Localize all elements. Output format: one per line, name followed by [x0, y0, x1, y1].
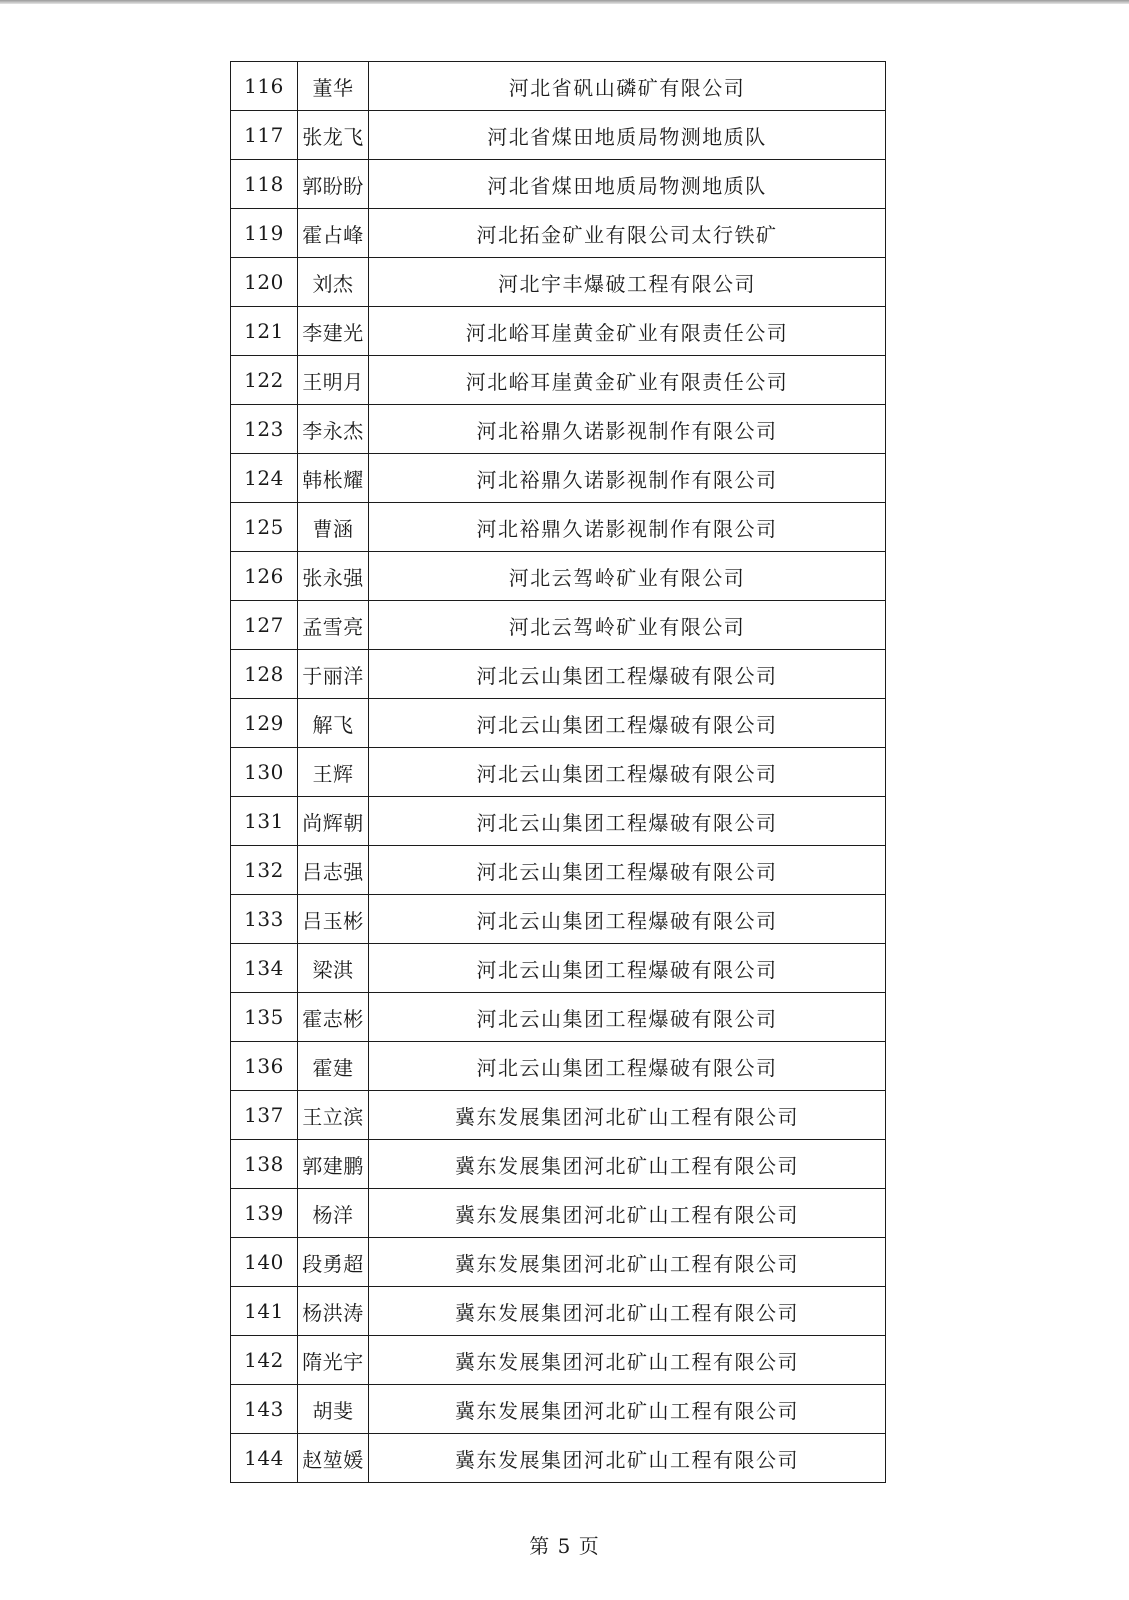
organization-name: 冀东发展集团河北矿山工程有限公司	[369, 1336, 886, 1385]
row-number: 129	[231, 699, 298, 748]
page-number: 第 5 页	[529, 1534, 600, 1558]
person-name: 于丽洋	[298, 650, 369, 699]
row-number: 126	[231, 552, 298, 601]
organization-name: 河北拓金矿业有限公司太行铁矿	[369, 209, 886, 258]
organization-name: 河北省煤田地质局物测地质队	[369, 111, 886, 160]
person-name: 吕志强	[298, 846, 369, 895]
row-number: 141	[231, 1287, 298, 1336]
table-row	[231, 1189, 886, 1238]
row-number: 143	[231, 1385, 298, 1434]
organization-name: 冀东发展集团河北矿山工程有限公司	[369, 1140, 886, 1189]
organization-name: 冀东发展集团河北矿山工程有限公司	[369, 1091, 886, 1140]
person-name: 李永杰	[298, 405, 369, 454]
organization-name: 河北宇丰爆破工程有限公司	[369, 258, 886, 307]
person-name: 王明月	[298, 356, 369, 405]
table-row	[231, 1140, 886, 1189]
table-row	[231, 1434, 886, 1483]
person-name: 段勇超	[298, 1238, 369, 1287]
table-row	[231, 1238, 886, 1287]
table-row	[231, 405, 886, 454]
table-row	[231, 209, 886, 258]
table-row	[231, 601, 886, 650]
row-number: 134	[231, 944, 298, 993]
scan-edge	[0, 0, 1129, 4]
person-name: 李建光	[298, 307, 369, 356]
row-number: 142	[231, 1336, 298, 1385]
person-name: 隋光宇	[298, 1336, 369, 1385]
table-row	[231, 846, 886, 895]
table-row	[231, 1042, 886, 1091]
row-number: 140	[231, 1238, 298, 1287]
table-row	[231, 1287, 886, 1336]
row-number: 138	[231, 1140, 298, 1189]
person-name: 杨洋	[298, 1189, 369, 1238]
person-name: 霍占峰	[298, 209, 369, 258]
table-row	[231, 650, 886, 699]
organization-name: 冀东发展集团河北矿山工程有限公司	[369, 1238, 886, 1287]
row-number: 119	[231, 209, 298, 258]
person-name: 尚辉朝	[298, 797, 369, 846]
organization-name: 冀东发展集团河北矿山工程有限公司	[369, 1189, 886, 1238]
organization-name: 河北峪耳崖黄金矿业有限责任公司	[369, 307, 886, 356]
table-row	[231, 307, 886, 356]
row-number: 133	[231, 895, 298, 944]
table-row	[231, 748, 886, 797]
table-body	[231, 62, 886, 1483]
row-number: 132	[231, 846, 298, 895]
organization-name: 河北裕鼎久诺影视制作有限公司	[369, 405, 886, 454]
person-name: 韩枨耀	[298, 454, 369, 503]
organization-name: 河北裕鼎久诺影视制作有限公司	[369, 454, 886, 503]
table-row	[231, 454, 886, 503]
organization-name: 河北裕鼎久诺影视制作有限公司	[369, 503, 886, 552]
organization-name: 河北云驾岭矿业有限公司	[369, 552, 886, 601]
row-number: 123	[231, 405, 298, 454]
table-row	[231, 1336, 886, 1385]
person-name: 王辉	[298, 748, 369, 797]
person-name: 解飞	[298, 699, 369, 748]
organization-name: 河北云山集团工程爆破有限公司	[369, 846, 886, 895]
person-name: 刘杰	[298, 258, 369, 307]
person-name: 郭盼盼	[298, 160, 369, 209]
person-name: 赵堃媛	[298, 1434, 369, 1483]
person-name: 张龙飞	[298, 111, 369, 160]
row-number: 118	[231, 160, 298, 209]
organization-name: 冀东发展集团河北矿山工程有限公司	[369, 1385, 886, 1434]
table-row	[231, 1091, 886, 1140]
organization-name: 河北云山集团工程爆破有限公司	[369, 650, 886, 699]
person-name: 孟雪亮	[298, 601, 369, 650]
organization-name: 河北峪耳崖黄金矿业有限责任公司	[369, 356, 886, 405]
table-row	[231, 258, 886, 307]
row-number: 136	[231, 1042, 298, 1091]
person-name: 郭建鹏	[298, 1140, 369, 1189]
person-name: 霍志彬	[298, 993, 369, 1042]
table-row	[231, 111, 886, 160]
table-row	[231, 944, 886, 993]
person-name: 曹涵	[298, 503, 369, 552]
row-number: 121	[231, 307, 298, 356]
organization-name: 河北省矾山磷矿有限公司	[369, 62, 886, 111]
table-row	[231, 1385, 886, 1434]
table-row	[231, 895, 886, 944]
organization-name: 冀东发展集团河北矿山工程有限公司	[369, 1434, 886, 1483]
person-name: 胡斐	[298, 1385, 369, 1434]
person-name: 吕玉彬	[298, 895, 369, 944]
row-number: 124	[231, 454, 298, 503]
row-number: 116	[231, 62, 298, 111]
organization-name: 河北省煤田地质局物测地质队	[369, 160, 886, 209]
row-number: 139	[231, 1189, 298, 1238]
row-number: 125	[231, 503, 298, 552]
row-number: 137	[231, 1091, 298, 1140]
table-row	[231, 993, 886, 1042]
row-number: 135	[231, 993, 298, 1042]
row-number: 120	[231, 258, 298, 307]
person-name: 王立滨	[298, 1091, 369, 1140]
person-name: 杨洪涛	[298, 1287, 369, 1336]
table-row	[231, 356, 886, 405]
row-number: 122	[231, 356, 298, 405]
organization-name: 河北云山集团工程爆破有限公司	[369, 1042, 886, 1091]
table-row	[231, 699, 886, 748]
organization-name: 河北云山集团工程爆破有限公司	[369, 944, 886, 993]
row-number: 131	[231, 797, 298, 846]
organization-name: 河北云山集团工程爆破有限公司	[369, 895, 886, 944]
table-row	[231, 552, 886, 601]
row-number: 128	[231, 650, 298, 699]
organization-name: 河北云山集团工程爆破有限公司	[369, 993, 886, 1042]
organization-name: 河北云山集团工程爆破有限公司	[369, 748, 886, 797]
person-name: 董华	[298, 62, 369, 111]
personnel-table	[230, 61, 886, 1483]
organization-name: 河北云山集团工程爆破有限公司	[369, 699, 886, 748]
table-row	[231, 503, 886, 552]
organization-name: 河北云山集团工程爆破有限公司	[369, 797, 886, 846]
row-number: 144	[231, 1434, 298, 1483]
table-row	[231, 797, 886, 846]
row-number: 117	[231, 111, 298, 160]
table-row	[231, 160, 886, 209]
organization-name: 冀东发展集团河北矿山工程有限公司	[369, 1287, 886, 1336]
row-number: 127	[231, 601, 298, 650]
row-number: 130	[231, 748, 298, 797]
organization-name: 河北云驾岭矿业有限公司	[369, 601, 886, 650]
person-name: 霍建	[298, 1042, 369, 1091]
person-name: 张永强	[298, 552, 369, 601]
table-row	[231, 62, 886, 111]
person-name: 梁淇	[298, 944, 369, 993]
